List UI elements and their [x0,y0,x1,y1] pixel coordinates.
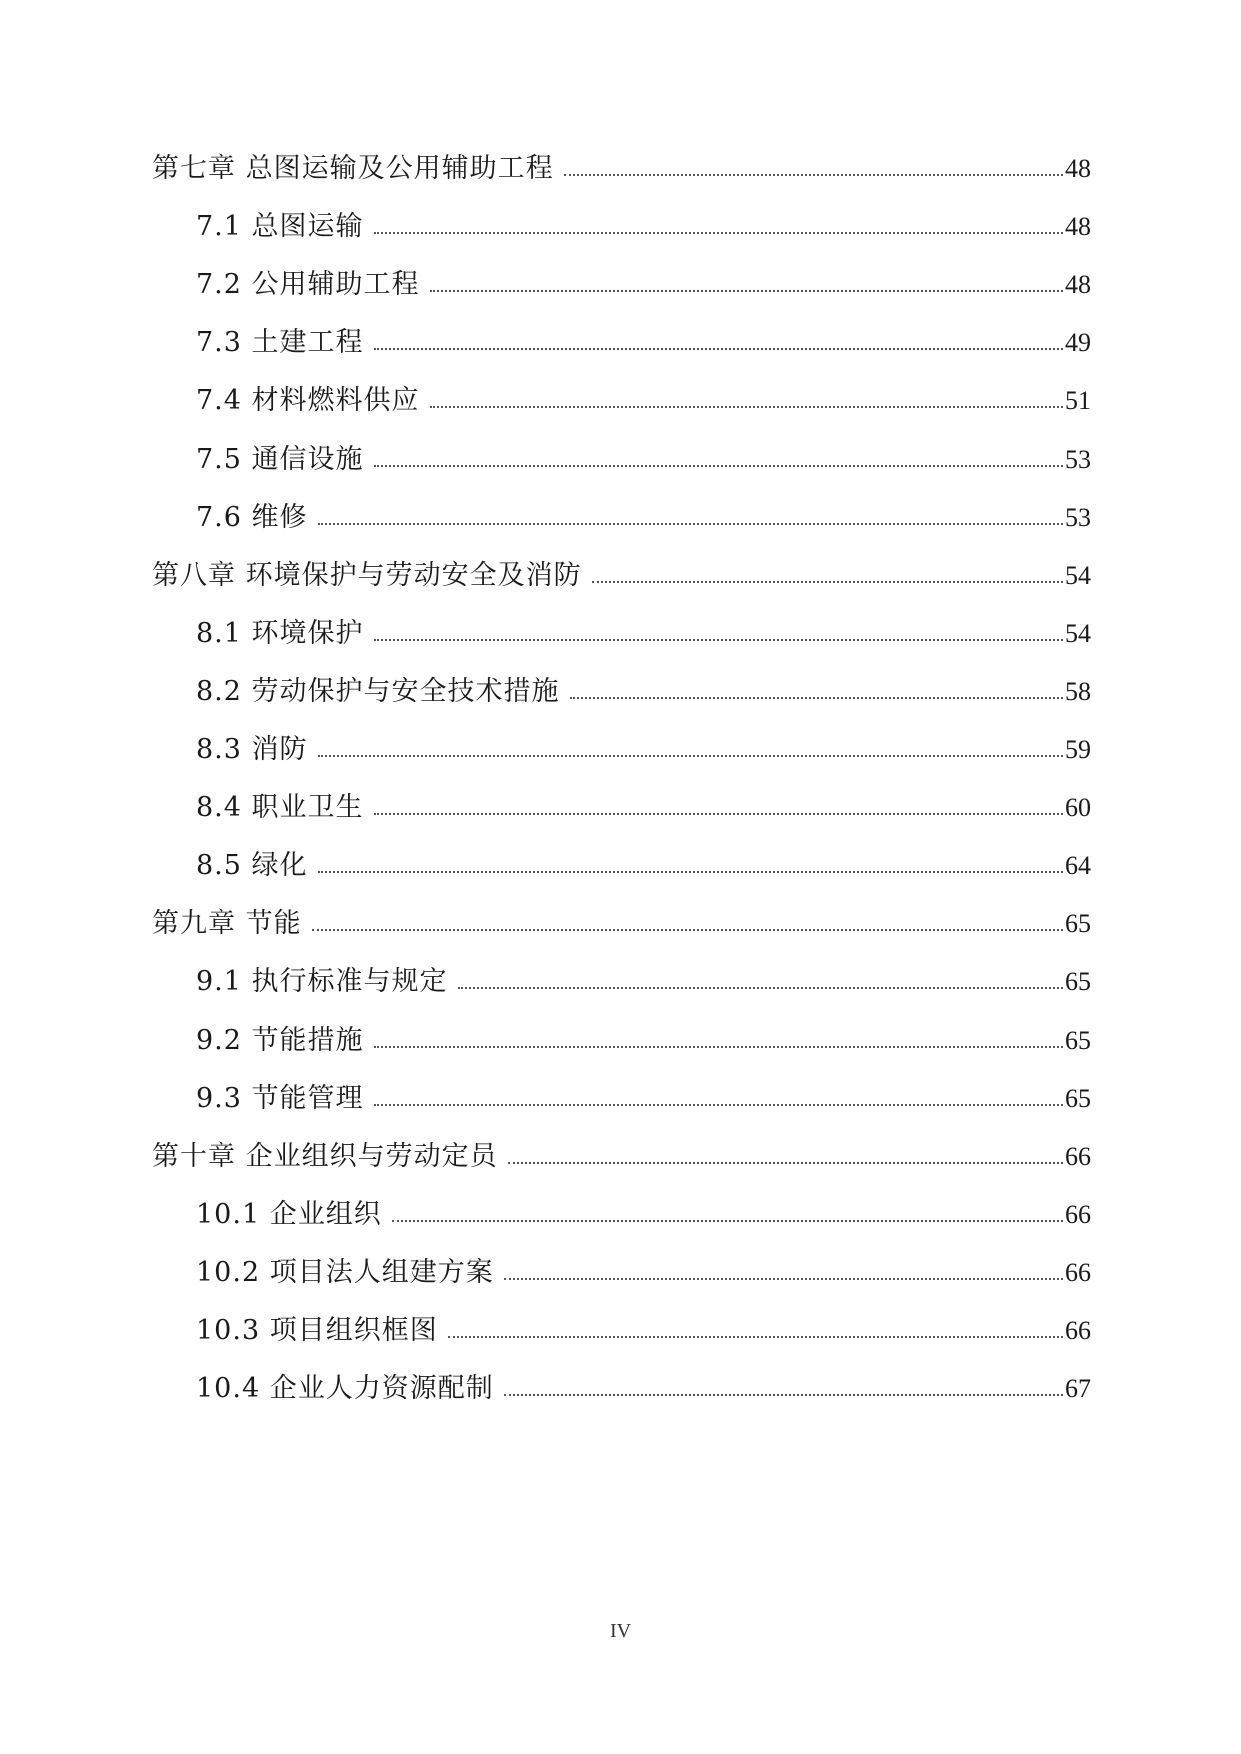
toc-entry-title: 7.6 维修 [196,501,308,533]
page-number: IV [609,1620,632,1642]
toc-dot-leader [374,813,1063,815]
toc-dot-leader [318,755,1063,757]
toc-entry-title: 8.1 环境保护 [196,617,364,649]
toc-entry-title: 10.4 企业人力资源配制 [196,1373,494,1405]
toc-dot-leader [458,987,1063,989]
toc-page-number: 67 [1065,1374,1091,1404]
toc-page-number: 48 [1065,270,1091,300]
toc-dot-leader [374,1046,1063,1048]
toc-page-number: 58 [1065,676,1091,706]
toc-dot-leader [570,697,1063,699]
toc-entry-title: 7.4 材料燃料供应 [196,385,420,417]
toc-entry-title: 8.4 职业卫生 [196,792,364,824]
toc-entry-title: 第七章 总图运输及公用辅助工程 [152,153,554,184]
toc-dot-leader [564,174,1063,176]
toc-page-number: 65 [1065,909,1091,939]
toc-chapter-entry[interactable] [152,1130,1091,1170]
toc-section-entry[interactable] [196,200,1091,243]
toc-entry-title: 10.3 项目组织框图 [196,1315,438,1346]
toc-dot-leader [374,639,1063,641]
toc-entry-title: 第十章 企业组织与劳动定员 [152,1140,498,1172]
toc-section-entry[interactable] [196,1014,1091,1054]
toc-dot-leader [504,1278,1063,1280]
toc-entry-title: 7.1 总图运输 [196,211,364,243]
toc-section-entry[interactable] [196,1362,1091,1405]
toc-dot-leader [374,348,1063,350]
toc-page-number: 51 [1065,386,1091,416]
toc-page-number: 66 [1065,1257,1091,1287]
toc-section-entry[interactable] [196,1246,1091,1286]
toc-section-entry[interactable] [196,1304,1091,1344]
toc-dot-leader [318,871,1063,873]
toc-entry-title: 7.5 通信设施 [196,443,364,475]
toc-section-entry[interactable] [196,723,1091,763]
toc-dot-leader [312,929,1063,931]
toc-dot-leader [448,1336,1063,1338]
toc-page-number: 53 [1065,444,1091,474]
toc-section-entry[interactable] [196,955,1091,998]
toc-page-number: 66 [1065,1141,1091,1171]
toc-entry-title: 第九章 节能 [152,908,302,940]
toc-chapter-entry[interactable] [152,142,1091,182]
toc-dot-leader [374,465,1063,467]
toc-entry-title: 9.1 执行标准与规定 [196,966,448,998]
toc-dot-leader [430,406,1063,408]
toc-section-entry[interactable] [196,1072,1091,1112]
toc-entry-title: 10.2 项目法人组建方案 [196,1256,494,1288]
toc-page-number: 64 [1065,851,1091,881]
toc-entry-title: 第八章 环境保护与劳动安全及消防 [152,559,582,591]
toc-page-number: 49 [1065,328,1091,358]
toc-entry-title: 8.5 绿化 [196,850,308,882]
toc-dot-leader [374,1104,1063,1106]
toc-dot-leader [374,232,1063,234]
toc-dot-leader [392,1220,1063,1222]
toc-dot-leader [592,581,1063,583]
toc-page-number: 66 [1065,1316,1091,1345]
toc-entry-title: 7.2 公用辅助工程 [196,269,420,301]
toc-entry-title: 9.3 节能管理 [196,1082,364,1114]
toc-section-entry[interactable] [196,839,1091,882]
toc-entry-title: 7.3 土建工程 [196,327,364,359]
toc-page-number: 48 [1065,212,1091,242]
toc-section-entry[interactable] [196,433,1091,473]
toc-section-entry[interactable] [196,316,1091,359]
toc-page-number: 65 [1065,967,1091,997]
toc-section-entry[interactable] [196,781,1091,824]
toc-chapter-entry[interactable] [152,549,1091,589]
toc-section-entry[interactable] [196,1188,1091,1228]
toc-section-entry[interactable] [196,258,1091,301]
toc-section-entry[interactable] [196,665,1091,705]
toc-entry-title: 8.2 劳动保护与安全技术措施 [196,675,560,707]
toc-section-entry[interactable] [196,607,1091,647]
toc-page-number: 65 [1065,1025,1091,1055]
toc-page-number: 66 [1065,1199,1091,1229]
toc-page-number: 53 [1065,502,1091,532]
toc-page-number: 54 [1065,560,1091,590]
toc-chapter-entry[interactable] [152,897,1091,940]
toc-entry-title: 10.1 企业组织 [196,1198,382,1230]
toc-entry-title: 9.2 节能措施 [196,1024,364,1056]
toc-section-entry[interactable] [196,491,1091,531]
toc-page-number: 48 [1065,154,1091,183]
toc-page-number: 65 [1065,1083,1091,1113]
toc-page-number: 59 [1065,735,1091,764]
toc-page-number: 54 [1065,618,1091,648]
toc-page-number: 60 [1065,793,1091,823]
toc-dot-leader [508,1162,1063,1164]
toc-entry-title: 8.3 消防 [196,734,308,765]
toc-dot-leader [318,523,1063,525]
toc-dot-leader [504,1394,1063,1396]
toc-dot-leader [430,290,1063,292]
toc-section-entry[interactable] [196,374,1091,417]
